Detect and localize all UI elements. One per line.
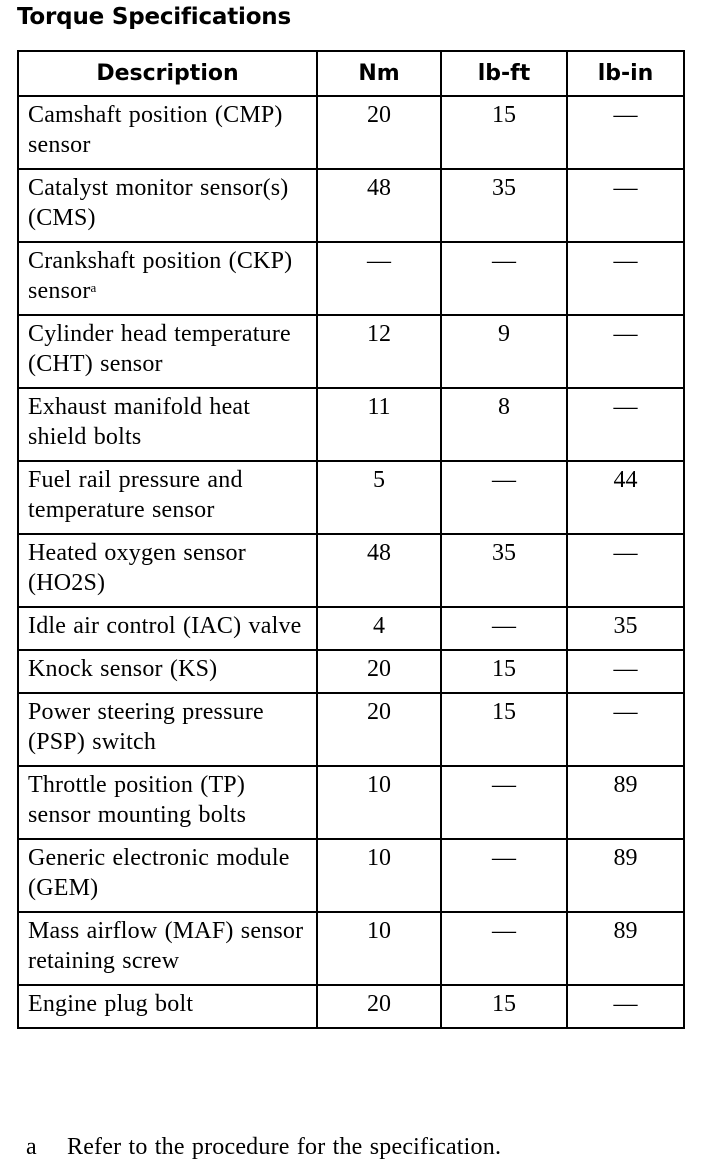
row-description-text: Exhaust manifold heat shield bolts	[28, 394, 251, 450]
row-nm: 20	[317, 693, 441, 766]
row-lbft: —	[441, 461, 567, 534]
row-nm: 10	[317, 839, 441, 912]
torque-spec-table	[17, 50, 685, 1029]
page-title: Torque Specifications	[17, 4, 291, 30]
row-description-text: Camshaft position (CMP) sensor	[28, 102, 283, 158]
row-description-text: Power steering pressure (PSP) switch	[28, 699, 264, 755]
row-description-text: Idle air control (IAC) valve	[28, 613, 302, 639]
row-lbft: 15	[441, 96, 567, 169]
table-row	[18, 388, 684, 461]
row-description	[18, 985, 317, 1028]
row-nm: 12	[317, 315, 441, 388]
footnote-text: Refer to the procedure for the specification.	[67, 1134, 502, 1160]
footnote-reference: a	[90, 280, 97, 295]
row-lbft: —	[441, 607, 567, 650]
row-description-text: Knock sensor (KS)	[28, 656, 218, 682]
row-description	[18, 839, 317, 912]
table-row	[18, 650, 684, 693]
row-description-text: Engine plug bolt	[28, 991, 194, 1017]
column-header-lbin: lb-in	[567, 51, 684, 96]
row-description	[18, 242, 317, 315]
row-lbin: 89	[567, 912, 684, 985]
row-description	[18, 766, 317, 839]
row-nm: —	[317, 242, 441, 315]
table-row	[18, 607, 684, 650]
row-lbin: —	[567, 534, 684, 607]
row-lbin: —	[567, 388, 684, 461]
row-lbft: 15	[441, 985, 567, 1028]
footnote-marker: a	[26, 1134, 37, 1160]
row-description	[18, 912, 317, 985]
row-lbft: 9	[441, 315, 567, 388]
row-lbin: —	[567, 650, 684, 693]
row-description-text: Cylinder head temperature (CHT) sensor	[28, 321, 291, 377]
row-nm: 10	[317, 766, 441, 839]
row-lbin: —	[567, 242, 684, 315]
row-description	[18, 169, 317, 242]
row-description-text: Throttle position (TP) sensor mounting bolts	[28, 772, 247, 828]
table-row	[18, 693, 684, 766]
row-nm: 48	[317, 169, 441, 242]
table-row	[18, 766, 684, 839]
row-lbin: —	[567, 693, 684, 766]
row-lbft: 35	[441, 534, 567, 607]
row-description-text: Mass airflow (MAF) sensor retaining screw	[28, 918, 304, 974]
row-lbin: 89	[567, 766, 684, 839]
row-lbin: 89	[567, 839, 684, 912]
table-header-row	[18, 51, 684, 96]
row-description-text: Crankshaft position (CKP) sensor	[28, 248, 293, 304]
row-lbft: —	[441, 242, 567, 315]
row-lbft: —	[441, 839, 567, 912]
row-description	[18, 461, 317, 534]
row-nm: 10	[317, 912, 441, 985]
row-lbin: —	[567, 985, 684, 1028]
row-lbft: 8	[441, 388, 567, 461]
row-description	[18, 534, 317, 607]
table-row	[18, 242, 684, 315]
row-nm: 48	[317, 534, 441, 607]
row-nm: 4	[317, 607, 441, 650]
row-lbin: 44	[567, 461, 684, 534]
row-lbft: —	[441, 766, 567, 839]
row-description	[18, 650, 317, 693]
table-row	[18, 534, 684, 607]
table-row	[18, 461, 684, 534]
row-nm: 20	[317, 96, 441, 169]
row-lbin: 35	[567, 607, 684, 650]
table-row	[18, 169, 684, 242]
row-lbin: —	[567, 315, 684, 388]
row-nm: 11	[317, 388, 441, 461]
table-row	[18, 985, 684, 1028]
footnote	[26, 1134, 501, 1161]
table-row	[18, 912, 684, 985]
row-lbft: 15	[441, 650, 567, 693]
table-row	[18, 315, 684, 388]
column-header-description: Description	[18, 51, 317, 96]
table-row	[18, 839, 684, 912]
row-nm: 20	[317, 985, 441, 1028]
row-lbft: —	[441, 912, 567, 985]
table-row	[18, 96, 684, 169]
row-description-text: Heated oxygen sensor (HO2S)	[28, 540, 246, 596]
row-nm: 5	[317, 461, 441, 534]
column-header-lbft: lb-ft	[441, 51, 567, 96]
column-header-nm: Nm	[317, 51, 441, 96]
row-description-text: Fuel rail pressure and temperature sensor	[28, 467, 243, 523]
row-nm: 20	[317, 650, 441, 693]
row-lbft: 35	[441, 169, 567, 242]
row-lbin: —	[567, 96, 684, 169]
row-description	[18, 388, 317, 461]
row-description	[18, 693, 317, 766]
row-description-text: Catalyst monitor sensor(s) (CMS)	[28, 175, 289, 231]
row-description	[18, 96, 317, 169]
row-lbft: 15	[441, 693, 567, 766]
row-description	[18, 315, 317, 388]
row-lbin: —	[567, 169, 684, 242]
row-description	[18, 607, 317, 650]
row-description-text: Generic electronic module (GEM)	[28, 845, 290, 901]
